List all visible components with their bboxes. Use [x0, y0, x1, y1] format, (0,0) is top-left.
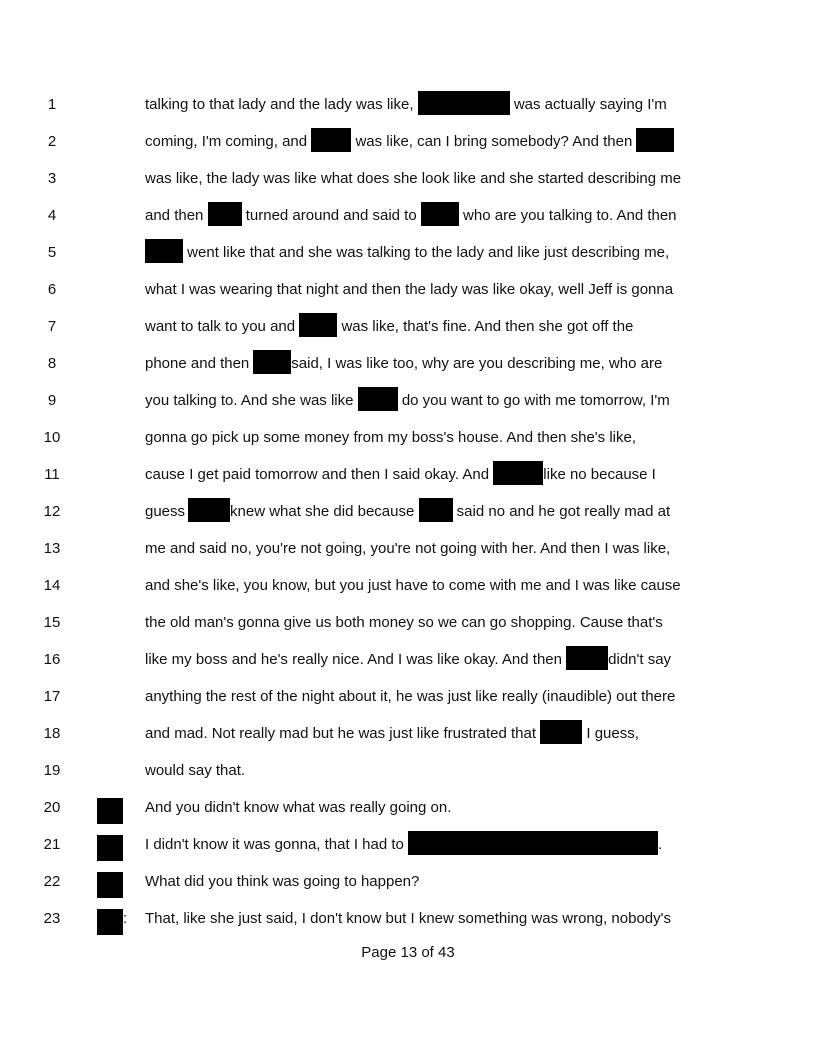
transcript-line [0, 608, 816, 638]
text-segment: said no and he got really mad at [456, 503, 671, 520]
redaction-block [419, 498, 453, 522]
transcript-line [0, 275, 816, 305]
line-text [145, 275, 725, 305]
redaction-block [421, 202, 459, 226]
line-number: 21 [43, 836, 61, 853]
text-segment: And you didn't know what was really going on. [145, 799, 452, 816]
text-segment: and mad. Not really mad but he was just like frustrated that [145, 725, 537, 742]
redaction-block [208, 202, 242, 226]
line-text [145, 719, 725, 749]
transcript-line [0, 312, 816, 342]
transcript-line [0, 460, 816, 490]
text-segment: knew what she did because [230, 503, 415, 520]
line-number: 23 [43, 910, 61, 927]
redacted-speaker-label [97, 835, 123, 861]
line-number: 10 [43, 429, 61, 446]
line-text [145, 460, 725, 490]
redaction-block [253, 350, 291, 374]
transcript-line [0, 164, 816, 194]
line-text [145, 793, 725, 823]
line-number: 18 [43, 725, 61, 742]
line-text [145, 127, 725, 157]
transcript-line [0, 904, 816, 934]
text-segment: and then [145, 207, 204, 224]
line-number: 16 [43, 651, 61, 668]
redaction-block [188, 498, 230, 522]
line-number: 15 [43, 614, 61, 631]
text-segment: the old man's gonna give us both money so we can go shopping. Cause that's [145, 614, 663, 631]
text-segment: phone and then [145, 355, 250, 372]
transcript-line [0, 756, 816, 786]
line-number: 8 [47, 355, 57, 372]
line-number: 4 [47, 207, 57, 224]
transcript-line [0, 719, 816, 749]
text-segment: was like, the lady was like what does she look like and she started describing me [145, 170, 682, 187]
line-number: 20 [43, 799, 61, 816]
line-text [145, 349, 725, 379]
line-text [145, 756, 725, 786]
text-segment: you talking to. And she was like [145, 392, 354, 409]
transcript-line [0, 90, 816, 120]
line-text [145, 830, 725, 860]
redaction-block [299, 313, 337, 337]
text-segment: what I was wearing that night and then the lady was like okay, well Jeff is gonna [145, 281, 674, 298]
text-segment: me and said no, you're not going, you're not going with her. And then I was like, [145, 540, 671, 557]
redacted-speaker-label [97, 798, 123, 824]
text-segment: was like, can I bring somebody? And then [355, 133, 633, 150]
text-segment: That, like she just said, I don't know but I knew something was wrong, nobody's [145, 910, 672, 927]
text-segment: . [658, 836, 663, 853]
text-segment: cause I get paid tomorrow and then I said okay. And [145, 466, 490, 483]
line-number: 22 [43, 873, 61, 890]
line-number: 13 [43, 540, 61, 557]
line-text [145, 534, 725, 564]
line-number: 2 [47, 133, 57, 150]
line-text [145, 201, 725, 231]
line-text [145, 164, 725, 194]
transcript-line [0, 127, 816, 157]
text-segment: guess [145, 503, 186, 520]
text-segment: like my boss and he's really nice. And I was like okay. And then [145, 651, 562, 668]
text-segment: coming, I'm coming, and [145, 133, 308, 150]
redaction-block [418, 91, 510, 115]
transcript-line [0, 830, 816, 860]
text-segment: said, I was like too, why are you describing me, who are [291, 355, 663, 372]
line-text [145, 571, 725, 601]
line-text [145, 238, 725, 268]
transcript-line [0, 793, 816, 823]
line-number: 11 [44, 466, 60, 483]
line-number: 14 [43, 577, 61, 594]
line-text [145, 90, 725, 120]
transcript-line [0, 645, 816, 675]
redaction-block [145, 239, 183, 263]
line-text [145, 682, 725, 712]
transcript-line [0, 201, 816, 231]
transcript-line [0, 497, 816, 527]
line-number: 19 [43, 762, 61, 779]
transcript-line [0, 867, 816, 897]
transcript-line [0, 534, 816, 564]
line-number: 17 [43, 688, 61, 705]
transcript-line [0, 423, 816, 453]
line-text [145, 497, 725, 527]
transcript-line [0, 571, 816, 601]
text-segment: and she's like, you know, but you just have to come with me and I was like cause [145, 577, 681, 594]
redaction-block [493, 461, 543, 485]
text-segment: talking to that lady and the lady was like, [145, 96, 414, 113]
line-number: 12 [43, 503, 61, 520]
transcript-line [0, 349, 816, 379]
redaction-block [636, 128, 674, 152]
redaction-block [408, 831, 658, 855]
text-segment: went like that and she was talking to the lady and like just describing me, [187, 244, 670, 261]
text-segment: do you want to go with me tomorrow, I'm [401, 392, 670, 409]
text-segment: didn't say [608, 651, 672, 668]
transcript-line [0, 386, 816, 416]
text-segment: What did you think was going to happen? [145, 873, 420, 890]
line-number: 6 [47, 281, 57, 298]
text-segment: want to talk to you and [145, 318, 296, 335]
text-segment: turned around and said to [245, 207, 417, 224]
line-number: 1 [47, 96, 57, 113]
text-segment: anything the rest of the night about it, he was just like really (inaudible) out there [145, 688, 676, 705]
text-segment: gonna go pick up some money from my boss's house. And then she's like, [145, 429, 636, 446]
text-segment: who are you talking to. And then [463, 207, 677, 224]
redaction-block [358, 387, 398, 411]
line-text [145, 904, 725, 934]
redacted-speaker-label [97, 872, 123, 898]
text-segment: I didn't know it was gonna, that I had to [145, 836, 404, 853]
line-text [145, 423, 725, 453]
line-number: 3 [47, 170, 57, 187]
text-segment: was like, that's fine. And then she got off the [341, 318, 634, 335]
line-text [145, 386, 725, 416]
redacted-speaker-label [97, 909, 123, 935]
line-number: 9 [47, 392, 57, 409]
line-number: 5 [47, 244, 57, 261]
line-number: 7 [47, 318, 57, 335]
speaker-colon: : [123, 910, 128, 927]
line-text [145, 312, 725, 342]
line-text [145, 645, 725, 675]
line-text [145, 867, 725, 897]
line-text [145, 608, 725, 638]
transcript-line [0, 238, 816, 268]
transcript-line [0, 682, 816, 712]
text-segment: I guess, [586, 725, 639, 742]
redaction-block [540, 720, 582, 744]
text-segment: would say that. [145, 762, 246, 779]
redaction-block [566, 646, 608, 670]
page-number-footer: Page 13 of 43 [361, 944, 455, 961]
text-segment: like no because I [543, 466, 656, 483]
text-segment: was actually saying I'm [513, 96, 667, 113]
redaction-block [311, 128, 351, 152]
